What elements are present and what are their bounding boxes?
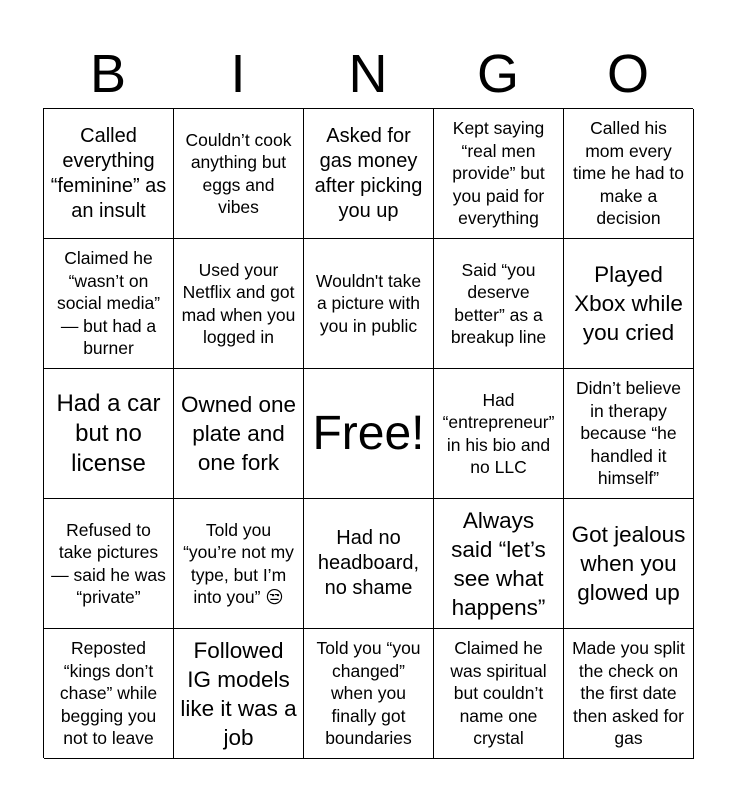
bingo-cell-1-1[interactable] <box>44 109 174 239</box>
bingo-cell-1-2[interactable] <box>174 109 304 239</box>
cell-text: Used your Netflix and got mad when you logged in <box>181 259 296 347</box>
bingo-header <box>43 40 693 108</box>
bingo-cell-3-5[interactable] <box>564 369 694 499</box>
cell-text: Claimed he “wasn’t on social media” — but had a burner <box>56 248 161 359</box>
cell-text: Called his mom every time he had to make a decision <box>573 118 684 229</box>
cell-text: Owned one plate and one fork <box>180 392 297 475</box>
bingo-cell-3-4[interactable] <box>434 369 564 499</box>
cell-text: Said “you deserve better” as a breakup line <box>450 259 547 347</box>
cell-text: Refused to take pictures — said he was “private” <box>51 519 166 607</box>
cell-text: Always said “let’s see what happens” <box>451 507 546 620</box>
header-letter-i: I <box>230 44 246 104</box>
header-letter-b: B <box>89 44 127 104</box>
cell-text: Told you “you’re not my type, but I’m into you” 😒 <box>183 519 294 607</box>
bingo-cell-2-3[interactable] <box>304 239 434 369</box>
bingo-cell-3-1[interactable] <box>44 369 174 499</box>
cell-text: Told you “you changed” when you finally got boundaries <box>316 638 421 749</box>
cell-text: Had a car but no license <box>56 389 161 477</box>
header-letter-o: O <box>606 44 649 104</box>
bingo-cell-5-3[interactable] <box>304 629 434 759</box>
bingo-cell-3-2[interactable] <box>174 369 304 499</box>
cell-text: Wouldn't take a picture with you in public <box>315 270 422 336</box>
cell-text: Played Xbox while you cried <box>574 262 683 345</box>
bingo-cell-4-3[interactable] <box>304 499 434 629</box>
bingo-cell-1-3[interactable] <box>304 109 434 239</box>
bingo-cell-1-5[interactable] <box>564 109 694 239</box>
bingo-cell-4-5[interactable] <box>564 499 694 629</box>
bingo-cell-4-2[interactable] <box>174 499 304 629</box>
cell-text: Had no headboard, no shame <box>317 527 420 599</box>
cell-text: Called everything “feminine” as an insult <box>50 124 167 222</box>
bingo-cell-1-4[interactable] <box>434 109 564 239</box>
bingo-cell-5-1[interactable] <box>44 629 174 759</box>
header-letter-n: N <box>348 44 388 104</box>
cell-text: Claimed he was spiritual but couldn’t name one crystal <box>450 638 547 749</box>
cell-text: Kept saying “real men provide” but you paid for everything <box>452 118 545 229</box>
cell-text: Got jealous when you glowed up <box>571 522 686 605</box>
cell-text: Didn’t believe in therapy because “he handled it himself” <box>575 378 682 489</box>
bingo-cell-2-1[interactable] <box>44 239 174 369</box>
bingo-cell-5-2[interactable] <box>174 629 304 759</box>
bingo-cell-2-2[interactable] <box>174 239 304 369</box>
cell-text: Asked for gas money after picking you up <box>314 124 423 222</box>
bingo-cell-5-5[interactable] <box>564 629 694 759</box>
cell-text: Couldn’t cook anything but eggs and vibes <box>185 129 292 217</box>
cell-text: Had “entrepreneur” in his bio and no LLC <box>442 389 555 477</box>
cell-text: Reposted “kings don’t chase” while begging you not to leave <box>59 638 158 749</box>
cell-text: Followed IG models like it was a job <box>180 637 297 750</box>
free-space-text: Free! <box>312 406 425 460</box>
bingo-cell-free[interactable] <box>304 369 434 499</box>
bingo-grid <box>43 108 693 758</box>
cell-text: Made you split the check on the first date then asked for gas <box>572 638 685 749</box>
bingo-cell-2-4[interactable] <box>434 239 564 369</box>
bingo-cell-4-1[interactable] <box>44 499 174 629</box>
bingo-cell-5-4[interactable] <box>434 629 564 759</box>
header-letter-g: G <box>476 44 519 104</box>
bingo-cell-2-5[interactable] <box>564 239 694 369</box>
bingo-cell-4-4[interactable] <box>434 499 564 629</box>
